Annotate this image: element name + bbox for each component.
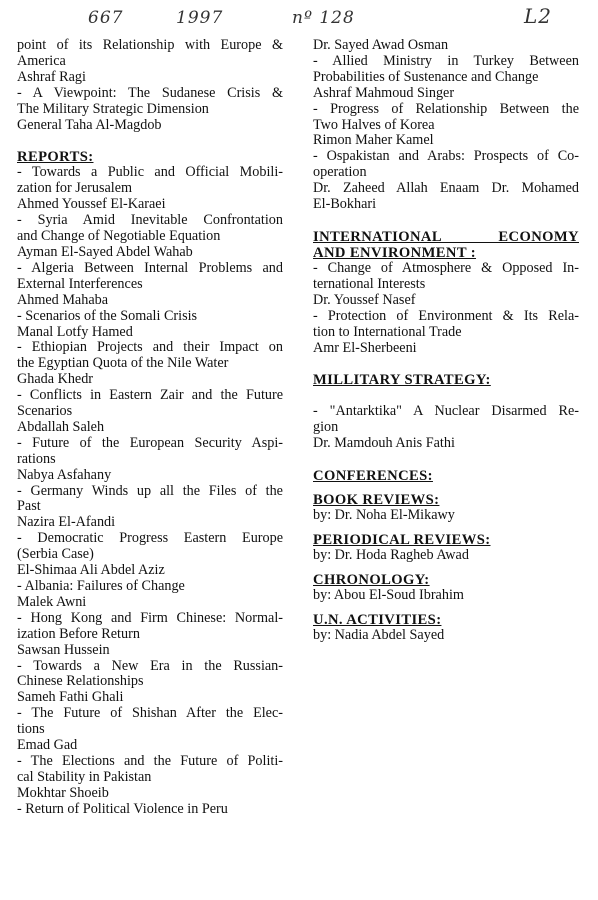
list-line: - Conflicts in Eastern Zair and the Future — [17, 388, 283, 404]
conferences-heading: CONFERENCES: — [313, 468, 433, 485]
un-activities-heading: U.N. ACTIVITIES: — [313, 611, 442, 628]
list-line: The Military Strategic Dimension — [17, 101, 209, 117]
list-line: Chinese Relationships — [17, 674, 144, 690]
handwritten-number: 667 — [88, 8, 124, 28]
strategy-heading: MILLITARY STRATEGY: — [313, 372, 491, 389]
list-line: zation for Jerusalem — [17, 181, 133, 197]
chronology-author: by: Abou El-Soud Ibrahim — [313, 587, 464, 603]
list-line: Dr. Mamdouh Anis Fathi — [313, 436, 455, 452]
list-line: Emad Gad — [17, 738, 78, 754]
list-line: - Towards a Public and Official Mobili- — [17, 165, 283, 181]
list-line: - Towards a New Era in the Russian- — [17, 658, 283, 674]
handwritten-year: 1997 — [176, 8, 224, 28]
left-intro-list — [17, 38, 283, 133]
list-line: - Allied Ministry in Turkey Between — [313, 53, 579, 69]
list-line: General Taha Al-Magdob — [17, 117, 162, 133]
list-line: Nazira El-Afandi — [17, 515, 116, 531]
list-line: - The Future of Shishan After the Elec- — [17, 706, 283, 722]
list-line: Ghada Khedr — [17, 372, 94, 388]
list-line: ization Before Return — [17, 626, 140, 642]
left-column — [17, 38, 283, 818]
list-line: Scenarios — [17, 404, 73, 420]
list-line: Ashraf Mahmoud Singer — [313, 85, 455, 101]
list-line: Probabilities of Sustenance and Change — [313, 69, 539, 85]
list-line: Dr. Zaheed Allah Enaam Dr. Mohamed — [313, 181, 579, 197]
list-line: ternational Interests — [313, 276, 426, 292]
list-line: Ahmed Youssef El-Karaei — [17, 197, 166, 213]
list-line: rations — [17, 451, 56, 467]
list-line: cal Stability in Pakistan — [17, 769, 152, 785]
list-line: (Serbia Case) — [17, 547, 94, 563]
list-line: Sawsan Hussein — [17, 642, 110, 658]
list-line: Rimon Maher Kamel — [313, 133, 434, 149]
handwritten-code: L2 — [524, 4, 553, 28]
economy-list — [313, 261, 579, 356]
un-activities-author: by: Nadia Abdel Sayed — [313, 627, 445, 643]
list-line: Manal Lotfy Hamed — [17, 324, 133, 340]
list-line: gion — [313, 420, 339, 436]
list-line: - Algeria Between Internal Problems and — [17, 260, 283, 276]
list-line: Ashraf Ragi — [17, 69, 86, 85]
periodical-reviews-heading: PERIODICAL REVIEWS: — [313, 532, 491, 549]
list-line: - "Antarktika" A Nuclear Disarmed Re- — [313, 404, 579, 420]
list-line: Mokhtar Shoeib — [17, 785, 109, 801]
list-line: - Protection of Environment & Its Rela- — [313, 308, 579, 324]
handwritten-issue: nº 128 — [292, 8, 355, 28]
list-line: Past — [17, 499, 41, 515]
list-line: operation — [313, 165, 367, 181]
list-line: Malek Awni — [17, 594, 87, 610]
list-line: - Progress of Relationship Between the — [313, 101, 579, 117]
list-line: Dr. Sayed Awad Osman — [313, 38, 449, 53]
list-line: - Syria Amid Inevitable Confrontation — [17, 213, 283, 229]
list-line: External Interferences — [17, 276, 143, 292]
list-line: Ayman El-Sayed Abdel Wahab — [17, 244, 193, 260]
list-line: Amr El-Sherbeeni — [313, 340, 417, 356]
reports-heading: REPORTS: — [17, 149, 94, 166]
list-line: - Germany Winds up all the Files of the — [17, 483, 283, 499]
list-line: Ahmed Mahaba — [17, 292, 109, 308]
list-line: Nabya Asfahany — [17, 467, 112, 483]
list-line: Dr. Youssef Nasef — [313, 292, 416, 308]
list-line: Two Halves of Korea — [313, 117, 435, 133]
list-line: tion to International Trade — [313, 324, 462, 340]
list-line: tions — [17, 722, 45, 738]
list-line: El-Bokhari — [313, 197, 377, 213]
list-line: El-Shimaa Ali Abdel Aziz — [17, 563, 165, 579]
list-line: - Scenarios of the Somali Crisis — [17, 308, 198, 324]
right-column — [313, 38, 579, 644]
list-line: - The Elections and the Future of Politi- — [17, 753, 283, 769]
list-line: the Egyptian Quota of the Nile Water — [17, 356, 229, 372]
book-reviews-author: by: Dr. Noha El-Mikawy — [313, 508, 455, 524]
chronology-heading: CHRONOLOGY: — [313, 571, 430, 588]
list-line: point of its Relationship with Europe & — [17, 38, 283, 53]
reports-list — [17, 165, 283, 817]
list-line: - Change of Atmosphere & Opposed In- — [313, 260, 579, 276]
list-line: - Hong Kong and Firm Chinese: Normal- — [17, 610, 283, 626]
list-line: - Albania: Failures of Change — [17, 579, 185, 594]
list-line: and Change of Negotiable Equation — [17, 229, 221, 245]
economy-heading-line2: AND ENVIRONMENT : — [313, 244, 477, 261]
periodical-reviews-author: by: Dr. Hoda Ragheb Awad — [313, 548, 469, 564]
list-line: - Ethiopian Projects and their Impact on — [17, 340, 283, 356]
list-line: America — [17, 53, 66, 69]
right-intro-list — [313, 38, 579, 213]
list-line: - A Viewpoint: The Sudanese Crisis & — [17, 85, 283, 101]
list-line: Sameh Fathi Ghali — [17, 690, 124, 706]
economy-heading: INTERNATIONAL ECONOMY — [313, 228, 579, 245]
list-line: Abdallah Saleh — [17, 419, 105, 435]
list-line: - Future of the European Security Aspi- — [17, 435, 283, 451]
book-reviews-heading: BOOK REVIEWS: — [313, 492, 440, 509]
list-line: - Ospakistan and Arabs: Prospects of Co- — [313, 149, 579, 165]
strategy-list — [313, 404, 579, 452]
list-line: - Democratic Progress Eastern Europe — [17, 531, 283, 547]
list-line: - Return of Political Violence in Peru — [17, 801, 228, 817]
